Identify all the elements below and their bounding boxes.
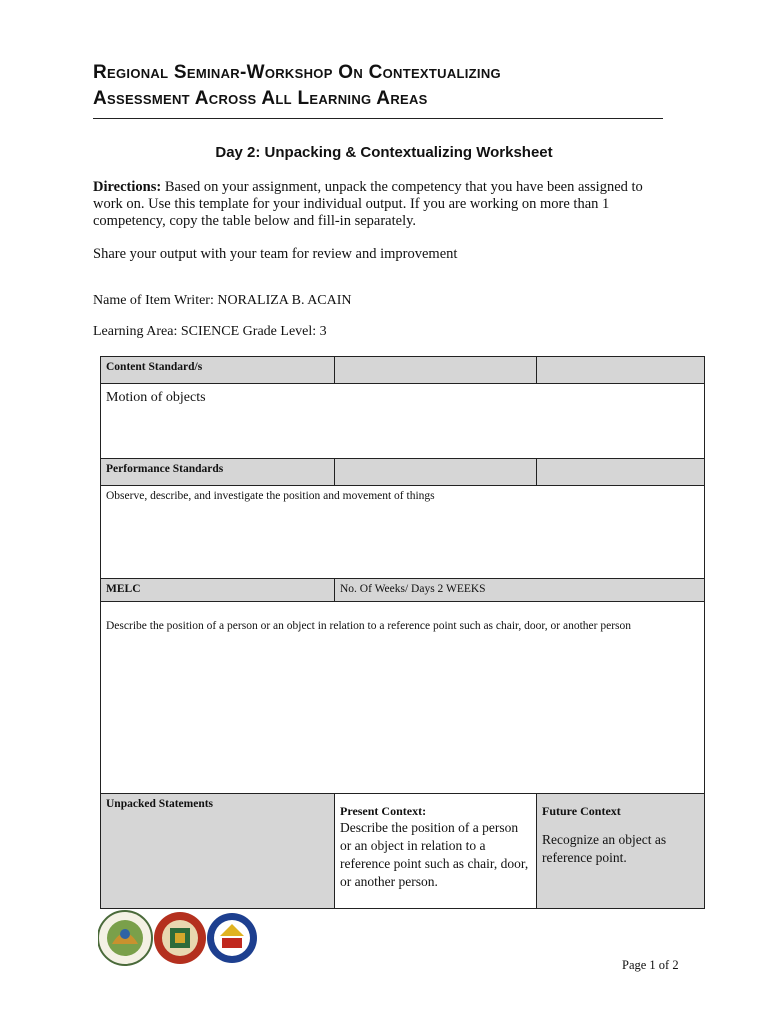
future-context-cell <box>537 794 705 909</box>
directions-text: Based on your assignment, unpack the competency that you have been assigned to work on. Use this template for your individual output. If you are working on more than 1 competency, copy the table below and fill-in separately. <box>93 179 643 229</box>
present-context-cell <box>335 794 537 909</box>
future-context-label: Future Context <box>542 804 621 818</box>
header-divider <box>93 118 663 119</box>
document-title <box>93 60 673 112</box>
content-standard-cell-2 <box>335 357 537 384</box>
performance-cell-3 <box>537 459 705 486</box>
worksheet-table <box>100 356 705 909</box>
present-context-label: Present Context: <box>340 804 427 818</box>
worksheet-title: Day 2: Unpacking & Contextualizing Worksheet <box>215 144 553 161</box>
present-context-value: Describe the position of a person or an object in relation to a reference point such as chair, door, or another person. <box>340 820 529 889</box>
item-writer: Name of Item Writer: NORALIZA B. ACAIN <box>93 293 352 308</box>
seals-logos <box>98 908 258 968</box>
regional-seal <box>154 912 206 964</box>
directions-paragraph <box>93 179 671 230</box>
content-standard-cell-3 <box>537 357 705 384</box>
performance-standards-label: Performance Standards <box>101 459 335 486</box>
performance-standards-value: Observe, describe, and investigate the position and movement of things <box>101 486 705 579</box>
content-standard-label: Content Standard/s <box>101 357 335 384</box>
performance-cell-2 <box>335 459 537 486</box>
unpacked-statements-label: Unpacked Statements <box>101 794 335 909</box>
future-context-value: Recognize an object as reference point. <box>542 832 667 865</box>
content-standard-value: Motion of objects <box>101 384 705 459</box>
ced-seal <box>207 913 257 963</box>
melc-label: MELC <box>101 579 335 602</box>
title-line-1: Regional Seminar-Workshop On Contextualizing <box>93 62 501 83</box>
page-number: Page 1 of 2 <box>622 958 679 972</box>
melc-value: Describe the position of a person or an object in relation to a reference point such as chair, door, or another person <box>101 602 705 794</box>
share-instruction: Share your output with your team for review and improvement <box>93 246 458 262</box>
title-line-2: Assessment Across All Learning Areas <box>93 88 428 109</box>
weeks-value: No. Of Weeks/ Days 2 WEEKS <box>335 579 705 602</box>
directions-label: Directions: <box>93 179 162 195</box>
department-of-education-seal <box>98 911 152 965</box>
learning-area: Learning Area: SCIENCE Grade Level: 3 <box>93 324 327 339</box>
